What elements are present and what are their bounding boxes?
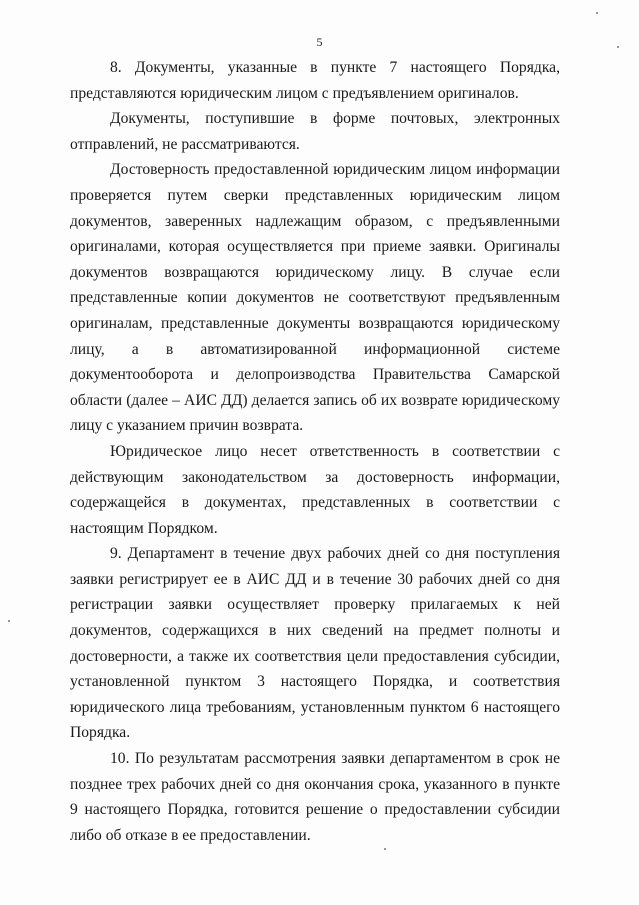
scan-speck xyxy=(617,46,619,48)
page-number: 5 xyxy=(316,35,323,49)
paragraph-postal-documents: Документы, поступившие в форме почтовых, электронных отправлений, не рассматриваются. xyxy=(70,110,560,153)
document-body xyxy=(70,55,560,848)
paragraph-responsibility: Юридическое лицо несет ответственность в соответствии с действующим законодательством за достоверность информации, содержащейся в документах, представленных в соответствии с настоящим Порядком. xyxy=(70,442,560,537)
paragraph-item-9: 9. Департамент в течение двух рабочих дней со дня поступления заявки регистрирует ее в АИС ДД и в течение 30 рабочих дней со дня регистрации заявки осуществляет проверку прилагаемых к ней документов, содержащихся в них сведений на предмет полноты и достоверности, а также их соответствия цели предоставления субсидии, установленной пунктом 3 настоящего Порядка, и соответствия юридического лица требованиям, установленным пунктом 6 настоящего Порядка. xyxy=(70,545,560,742)
paragraph-item-10: 10. По результатам рассмотрения заявки департаментом в срок не позднее трех рабочих дней со дня окончания срока, указанного в пункте 9 настоящего Порядка, готовится решение о предоставлении субсидии либо об отказе в ее предоставлении. xyxy=(70,750,560,844)
scan-speck xyxy=(596,12,598,14)
paragraph-verification: Достоверность предоставленной юридическим лицом информации проверяется путем сверки представленных юридическим лицом документов, заверенных надлежащим образом, с предъявленными оригиналами, которая осуществляется при приеме заявки. Оригиналы документов возвращаются юридическому лицу. В случае если представленные копии документов не соответствуют предъявленным оригиналам, представленные документы возвращаются юридическому лицу, а в автоматизированной информационной системе документооборота и делопроизводства Правительства Самарской области (далее – АИС ДД) делается запись об их возврате юридическому лицу с указанием причин возврата. xyxy=(70,161,560,435)
scan-speck xyxy=(384,848,386,850)
scan-speck xyxy=(8,620,10,622)
paragraph-item-8: 8. Документы, указанные в пункте 7 настоящего Порядка, представляются юридическим лицом с предъявлением оригиналов. xyxy=(70,59,560,102)
